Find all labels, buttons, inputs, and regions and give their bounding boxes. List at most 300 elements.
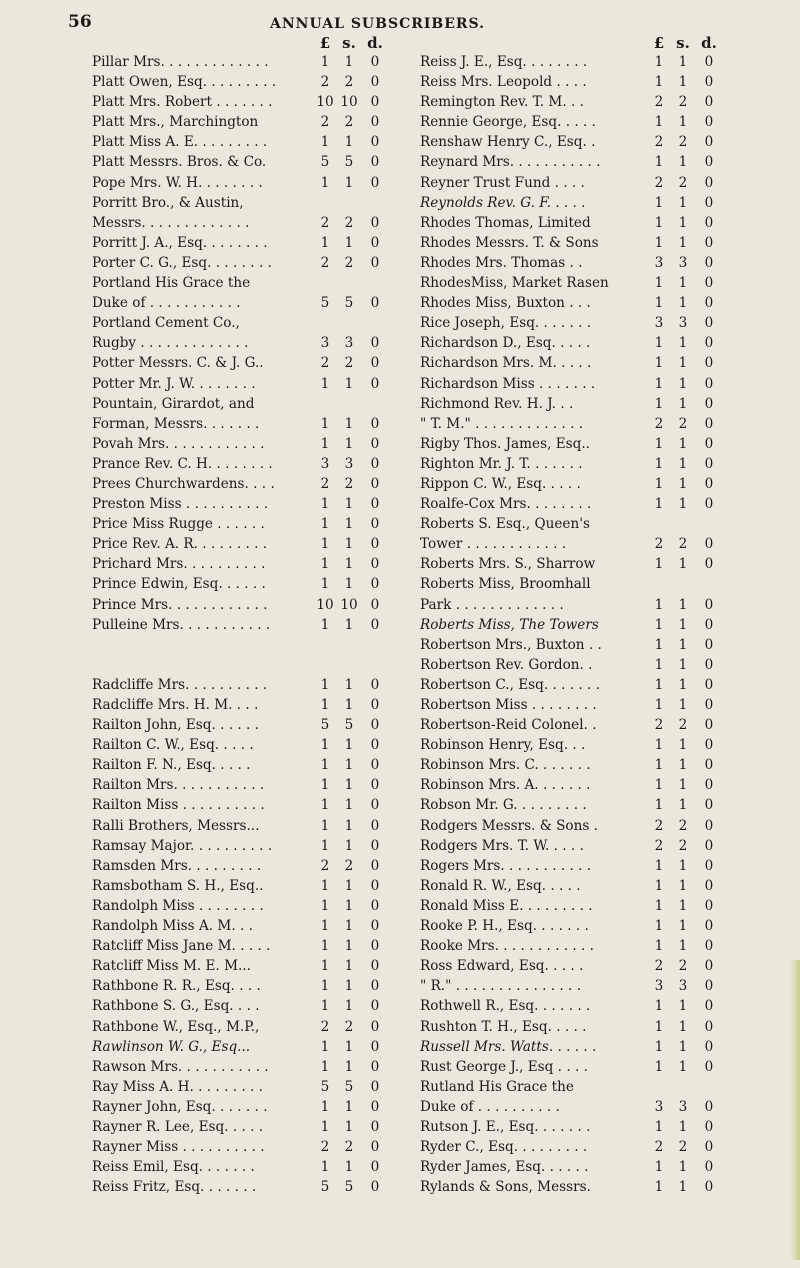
amount-pounds: 2 [654, 536, 664, 553]
subscriber-name: " T. M." . . . . . . . . . . . . . [420, 415, 584, 432]
amount-pence: 0 [704, 938, 714, 955]
amount-shillings: 1 [678, 154, 688, 171]
amount-pounds: 1 [320, 516, 330, 533]
amount-pence: 0 [704, 194, 714, 211]
amount-pence: 0 [704, 375, 714, 392]
subscriber-entry [420, 374, 730, 394]
subscriber-entry [92, 112, 392, 132]
amount-pence: 0 [704, 676, 714, 693]
subscriber-name: Porritt Bro., & Austin, [92, 194, 244, 211]
amount-pence: 0 [370, 415, 380, 432]
subscriber-name: Richardson Mrs. M. . . . . [420, 355, 592, 372]
subscriber-name: Railton Mrs. . . . . . . . . . . [92, 777, 265, 794]
amount-pence: 0 [704, 74, 714, 91]
amount-pounds: 1 [654, 114, 664, 131]
subscriber-name: Robinson Mrs. A. . . . . . . [420, 777, 591, 794]
amount-pence: 0 [370, 1058, 380, 1075]
subscriber-entry [92, 253, 392, 273]
subscriber-name: Ross Edward, Esq. . . . . [420, 958, 584, 975]
amount-shillings: 1 [678, 656, 688, 673]
subscriber-entry [92, 514, 392, 534]
amount-shillings: 1 [344, 697, 354, 713]
subscriber-name: Roberts Miss, Broomhall [420, 576, 591, 593]
amount-pence: 0 [370, 1139, 380, 1156]
amount-pence: 0 [370, 556, 380, 573]
amount-shillings: 1 [678, 275, 688, 292]
amount-pence: 0 [704, 1118, 714, 1135]
amount-pounds: 1 [654, 1118, 664, 1135]
subscriber-name: Rayner Miss . . . . . . . . . . [92, 1139, 265, 1156]
amount-shillings: 1 [678, 335, 688, 352]
amount-pence: 0 [370, 737, 380, 754]
amount-pence: 0 [704, 697, 714, 713]
subscriber-entry [92, 615, 392, 635]
amount-pence: 0 [704, 777, 714, 794]
amount-pounds: 1 [654, 777, 664, 794]
amount-shillings: 1 [344, 938, 354, 955]
subscriber-name: Portland His Grace the [92, 275, 251, 292]
amount-pence: 0 [704, 355, 714, 372]
amount-pence: 0 [370, 938, 380, 955]
subscriber-name: Railton F. N., Esq. . . . . [92, 757, 251, 774]
amount-pounds: 1 [320, 697, 330, 713]
subscriber-entry [420, 514, 730, 534]
subscriber-entry [92, 534, 392, 554]
amount-pounds: 1 [320, 174, 330, 191]
subscriber-name: Ronald R. W., Esq. . . . . [420, 877, 581, 894]
subscriber-name: Duke of . . . . . . . . . . . [92, 295, 241, 312]
amount-pounds: 2 [654, 958, 664, 975]
amount-pence: 0 [704, 998, 714, 1015]
subscriber-entry [92, 755, 392, 775]
subscriber-entry [92, 233, 392, 253]
subscriber-entry [92, 474, 392, 494]
subscriber-name: Robertson Miss . . . . . . . . [420, 697, 597, 713]
amount-pence: 0 [370, 697, 380, 713]
amount-shillings: 1 [678, 676, 688, 693]
amount-shillings: 1 [344, 837, 354, 854]
amount-pounds: 1 [654, 737, 664, 754]
amount-pounds: 2 [320, 857, 330, 874]
subscriber-entry [420, 1057, 730, 1077]
amount-shillings: 1 [344, 415, 354, 432]
subscriber-entry [420, 735, 730, 755]
amount-pounds: 5 [320, 154, 330, 171]
amount-pence: 0 [370, 676, 380, 693]
subscriber-name: Potter Messrs. C. & J. G.. [92, 355, 264, 372]
subscriber-entry [420, 996, 730, 1016]
subscriber-name: Forman, Messrs. . . . . . . [92, 415, 260, 432]
subscriber-name: " R." . . . . . . . . . . . . . . . [420, 978, 582, 995]
amount-pence: 0 [704, 335, 714, 352]
amount-pounds: 1 [654, 877, 664, 894]
amount-pounds: 1 [654, 1018, 664, 1035]
amount-pence: 0 [370, 1078, 380, 1095]
amount-pence: 0 [370, 576, 380, 593]
amount-pounds: 1 [654, 54, 664, 70]
amount-pence: 0 [370, 877, 380, 894]
subscriber-name: Rippon C. W., Esq. . . . . [420, 475, 581, 492]
subscriber-entry [420, 1117, 730, 1137]
amount-pounds: 1 [320, 576, 330, 593]
amount-shillings: 1 [678, 435, 688, 452]
amount-pounds: 3 [654, 1098, 664, 1115]
currency-header-left [92, 30, 392, 52]
subscriber-name: Rigby Thos. James, Esq.. [420, 435, 590, 452]
amount-shillings: 1 [344, 556, 354, 573]
subscriber-entry [92, 876, 392, 896]
subscriber-name: Rhodes Mrs. Thomas . . [420, 254, 583, 271]
amount-shillings: 5 [344, 1078, 354, 1095]
subscriber-entry [420, 394, 730, 414]
amount-shillings: 1 [678, 214, 688, 231]
subscriber-entry [92, 273, 392, 293]
subscriber-entry [420, 313, 730, 333]
subscriber-entry [420, 213, 730, 233]
amount-pence: 0 [370, 757, 380, 774]
amount-shillings: 1 [344, 1058, 354, 1075]
amount-pounds: 1 [320, 496, 330, 513]
amount-pence: 0 [704, 295, 714, 312]
subscriber-entry [92, 695, 392, 715]
amount-pounds: 1 [654, 897, 664, 914]
subscriber-entry [420, 715, 730, 735]
subscriber-name: Renshaw Henry C., Esq. . [420, 134, 596, 151]
amount-shillings: 1 [344, 1038, 354, 1055]
amount-pence: 0 [704, 817, 714, 834]
amount-pounds: 1 [654, 797, 664, 814]
amount-shillings: 1 [678, 1018, 688, 1035]
amount-pounds: 1 [320, 897, 330, 914]
amount-pence: 0 [370, 717, 380, 734]
amount-shillings: 1 [344, 536, 354, 553]
amount-pounds: 1 [654, 74, 664, 91]
subscriber-entry [92, 293, 392, 313]
subscriber-name: Rennie George, Esq. . . . . [420, 114, 596, 131]
subscriber-name: Reiss Fritz, Esq. . . . . . . [92, 1179, 257, 1196]
subscriber-name: Ramsbotham S. H., Esq.. [92, 877, 264, 894]
amount-shillings: 1 [678, 1038, 688, 1055]
subscriber-entry [92, 92, 392, 112]
subscriber-name: Ray Miss A. H. . . . . . . . . [92, 1078, 263, 1095]
amount-pounds: 2 [320, 114, 330, 131]
amount-shillings: 1 [678, 1058, 688, 1075]
pence-header: d. [701, 34, 717, 52]
subscriber-name: Price Rev. A. R. . . . . . . . . [92, 536, 268, 553]
amount-pence: 0 [370, 496, 380, 513]
subscriber-name: Ralli Brothers, Messrs... [92, 817, 260, 834]
amount-pence: 0 [704, 395, 714, 412]
amount-pence: 0 [370, 1098, 380, 1115]
subscriber-entry [420, 595, 730, 615]
amount-shillings: 2 [678, 174, 688, 191]
subscriber-name: Prees Churchwardens. . . . [92, 475, 275, 492]
amount-shillings: 2 [344, 114, 354, 131]
amount-pounds: 1 [654, 355, 664, 372]
amount-shillings: 2 [678, 134, 688, 151]
subscriber-name: Rushton T. H., Esq. . . . . [420, 1018, 587, 1035]
amount-shillings: 3 [678, 978, 688, 995]
subscriber-entry [92, 333, 392, 353]
subscriber-name: Reiss Emil, Esq. . . . . . . [92, 1159, 255, 1176]
amount-shillings: 1 [344, 978, 354, 995]
subscriber-entry [92, 1097, 392, 1117]
amount-pounds: 1 [320, 777, 330, 794]
amount-pence: 0 [370, 355, 380, 372]
amount-pence: 0 [704, 616, 714, 633]
amount-shillings: 2 [678, 817, 688, 834]
subscriber-entry [420, 1077, 730, 1097]
amount-pounds: 2 [654, 134, 664, 151]
amount-pence: 0 [704, 1098, 714, 1115]
subscriber-name: Price Miss Rugge . . . . . . [92, 516, 265, 533]
subscriber-name: Povah Mrs. . . . . . . . . . . . [92, 435, 265, 452]
amount-pounds: 1 [320, 938, 330, 955]
amount-shillings: 1 [678, 938, 688, 955]
amount-shillings: 2 [344, 254, 354, 271]
subscriber-entry [92, 1037, 392, 1057]
subscriber-entry [420, 936, 730, 956]
amount-pounds: 1 [320, 817, 330, 834]
subscriber-name: Rhodes Thomas, Limited [420, 214, 591, 231]
amount-pence: 0 [370, 536, 380, 553]
amount-shillings: 1 [678, 877, 688, 894]
amount-pence: 0 [704, 94, 714, 111]
subscriber-name: Ratcliff Miss Jane M. . . . . [92, 938, 271, 955]
subscriber-name: Righton Mr. J. T. . . . . . . [420, 455, 583, 472]
amount-pence: 0 [370, 596, 380, 613]
amount-pence: 0 [704, 254, 714, 271]
amount-pounds: 2 [320, 355, 330, 372]
subscriber-entry [92, 1177, 392, 1197]
amount-pounds: 1 [654, 857, 664, 874]
amount-pounds: 1 [654, 938, 664, 955]
amount-pounds: 2 [654, 717, 664, 734]
currency-header-right [420, 30, 730, 52]
subscriber-name: Portland Cement Co., [92, 315, 240, 332]
amount-shillings: 1 [678, 1159, 688, 1176]
subscriber-name: Rhodes Messrs. T. & Sons [420, 234, 599, 251]
amount-shillings: 2 [678, 958, 688, 975]
amount-pounds: 1 [654, 395, 664, 412]
amount-pounds: 2 [654, 837, 664, 854]
amount-pounds: 1 [320, 1038, 330, 1055]
subscriber-name: Roalfe-Cox Mrs. . . . . . . . [420, 496, 592, 513]
blank-line [92, 655, 392, 675]
subscriber-entry [420, 152, 730, 172]
subscriber-entry [92, 434, 392, 454]
subscriber-name: Rhodes Miss, Buxton . . . [420, 295, 591, 312]
subscriber-entry [420, 976, 730, 996]
amount-shillings: 5 [344, 154, 354, 171]
amount-pounds: 3 [654, 978, 664, 995]
amount-pounds: 1 [320, 676, 330, 693]
subscriber-name: Rylands & Sons, Messrs. [420, 1179, 591, 1196]
subscriber-name: Richardson D., Esq. . . . . [420, 335, 591, 352]
subscriber-entry [92, 836, 392, 856]
amount-pence: 0 [704, 737, 714, 754]
amount-shillings: 1 [678, 375, 688, 392]
subscriber-name: Rothwell R., Esq. . . . . . . [420, 998, 591, 1015]
amount-shillings: 1 [678, 194, 688, 211]
amount-shillings: 1 [678, 697, 688, 713]
subscriber-name: Rogers Mrs. . . . . . . . . . . [420, 857, 592, 874]
subscriber-entry [420, 1177, 730, 1197]
amount-pounds: 1 [654, 234, 664, 251]
amount-shillings: 1 [678, 54, 688, 70]
amount-shillings: 1 [678, 295, 688, 312]
amount-shillings: 1 [344, 958, 354, 975]
amount-pounds: 1 [320, 978, 330, 995]
amount-pounds: 2 [320, 214, 330, 231]
amount-pence: 0 [704, 1159, 714, 1176]
amount-pounds: 2 [320, 254, 330, 271]
amount-shillings: 1 [344, 234, 354, 251]
amount-pounds: 10 [316, 596, 334, 613]
subscriber-entry [92, 735, 392, 755]
amount-pounds: 1 [654, 1038, 664, 1055]
amount-pounds: 1 [320, 797, 330, 814]
subscriber-entry [420, 253, 730, 273]
amount-pence: 0 [370, 857, 380, 874]
subscriber-name: Richardson Miss . . . . . . . [420, 375, 596, 392]
amount-pence: 0 [704, 897, 714, 914]
amount-pence: 0 [370, 616, 380, 633]
subscriber-entry [92, 454, 392, 474]
subscriber-entry [420, 1157, 730, 1177]
amount-shillings: 3 [678, 254, 688, 271]
amount-pence: 0 [704, 435, 714, 452]
amount-pence: 0 [370, 918, 380, 935]
amount-pence: 0 [370, 234, 380, 251]
amount-shillings: 1 [678, 395, 688, 412]
subscriber-name: Railton Miss . . . . . . . . . . [92, 797, 265, 814]
subscriber-name: Tower . . . . . . . . . . . . [420, 536, 567, 553]
subscriber-name: Ramsden Mrs. . . . . . . . . [92, 857, 262, 874]
amount-pounds: 1 [654, 194, 664, 211]
subscriber-entry [92, 976, 392, 996]
subscriber-entry [420, 695, 730, 715]
subscriber-name: Rodgers Mrs. T. W. . . . . [420, 837, 584, 854]
subscriber-name: Rooke P. H., Esq. . . . . . . [420, 918, 589, 935]
amount-shillings: 1 [678, 757, 688, 774]
amount-pence: 0 [704, 114, 714, 131]
amount-pence: 0 [370, 797, 380, 814]
amount-pounds: 1 [654, 1159, 664, 1176]
subscriber-name: Roberts Mrs. S., Sharrow [420, 556, 596, 573]
amount-shillings: 2 [344, 214, 354, 231]
amount-pounds: 1 [320, 1118, 330, 1135]
subscriber-name: Reynard Mrs. . . . . . . . . . . [420, 154, 601, 171]
amount-pounds: 1 [654, 455, 664, 472]
subscriber-entry [420, 112, 730, 132]
subscriber-name: Park . . . . . . . . . . . . . [420, 596, 564, 613]
amount-pounds: 2 [320, 1018, 330, 1035]
amount-pounds: 2 [320, 475, 330, 492]
amount-pounds: 1 [654, 1058, 664, 1075]
subscriber-name: Rayner R. Lee, Esq. . . . . [92, 1118, 264, 1135]
subscriber-entry [92, 313, 392, 333]
amount-pounds: 1 [320, 918, 330, 935]
amount-pence: 0 [370, 1018, 380, 1035]
subscriber-entry [92, 996, 392, 1016]
amount-shillings: 1 [344, 516, 354, 533]
amount-pence: 0 [370, 817, 380, 834]
subscriber-entry [420, 333, 730, 353]
left-subscriber-column [92, 30, 392, 1197]
subscriber-entry [92, 896, 392, 916]
subscriber-entry [92, 132, 392, 152]
subscriber-name: Rathbone S. G., Esq. . . . [92, 998, 260, 1015]
amount-shillings: 2 [678, 415, 688, 432]
subscriber-entry [92, 1137, 392, 1157]
amount-pence: 0 [704, 275, 714, 292]
amount-pence: 0 [704, 455, 714, 472]
amount-pence: 0 [704, 797, 714, 814]
subscriber-entry [92, 414, 392, 434]
subscriber-name: Remington Rev. T. M. . . [420, 94, 584, 111]
subscriber-entry [420, 52, 730, 72]
subscriber-entry [420, 675, 730, 695]
subscriber-entry [92, 213, 392, 233]
amount-shillings: 3 [678, 315, 688, 332]
amount-pence: 0 [370, 897, 380, 914]
amount-pounds: 5 [320, 1078, 330, 1095]
amount-pence: 0 [704, 214, 714, 231]
subscriber-name: Reyner Trust Fund . . . . [420, 174, 585, 191]
amount-pence: 0 [704, 174, 714, 191]
amount-pence: 0 [704, 918, 714, 935]
amount-shillings: 2 [344, 475, 354, 492]
amount-pence: 0 [704, 536, 714, 553]
subscriber-entry [92, 715, 392, 735]
amount-pounds: 1 [654, 596, 664, 613]
subscriber-entry [420, 795, 730, 815]
amount-shillings: 1 [344, 676, 354, 693]
amount-pounds: 1 [654, 295, 664, 312]
subscriber-name: Rodgers Messrs. & Sons . [420, 817, 598, 834]
amount-shillings: 1 [344, 877, 354, 894]
subscriber-entry [92, 775, 392, 795]
subscriber-name: Robson Mr. G. . . . . . . . . [420, 797, 587, 814]
subscriber-name: Ramsay Major. . . . . . . . . . [92, 837, 273, 854]
subscriber-entry [92, 1117, 392, 1137]
amount-shillings: 2 [344, 1018, 354, 1035]
subscriber-name: Railton John, Esq. . . . . . [92, 717, 259, 734]
subscriber-entry [92, 1057, 392, 1077]
amount-pence: 0 [704, 717, 714, 734]
amount-pence: 0 [704, 1058, 714, 1075]
subscriber-entry [420, 554, 730, 574]
subscriber-entry [420, 193, 730, 213]
amount-pounds: 1 [320, 54, 330, 70]
subscriber-entry [92, 554, 392, 574]
subscriber-name: Reynolds Rev. G. F. . . . . [420, 194, 586, 211]
subscriber-name: Potter Mr. J. W. . . . . . . . [92, 375, 256, 392]
subscriber-entry [420, 414, 730, 434]
pounds-header: £ [653, 34, 665, 52]
amount-shillings: 2 [678, 717, 688, 734]
amount-pounds: 1 [654, 435, 664, 452]
blank-line [92, 635, 392, 655]
amount-shillings: 1 [344, 817, 354, 834]
subscriber-entry [420, 494, 730, 514]
amount-pounds: 1 [320, 234, 330, 251]
amount-shillings: 2 [344, 355, 354, 372]
amount-pence: 0 [370, 435, 380, 452]
amount-pounds: 1 [654, 998, 664, 1015]
amount-shillings: 3 [344, 455, 354, 472]
